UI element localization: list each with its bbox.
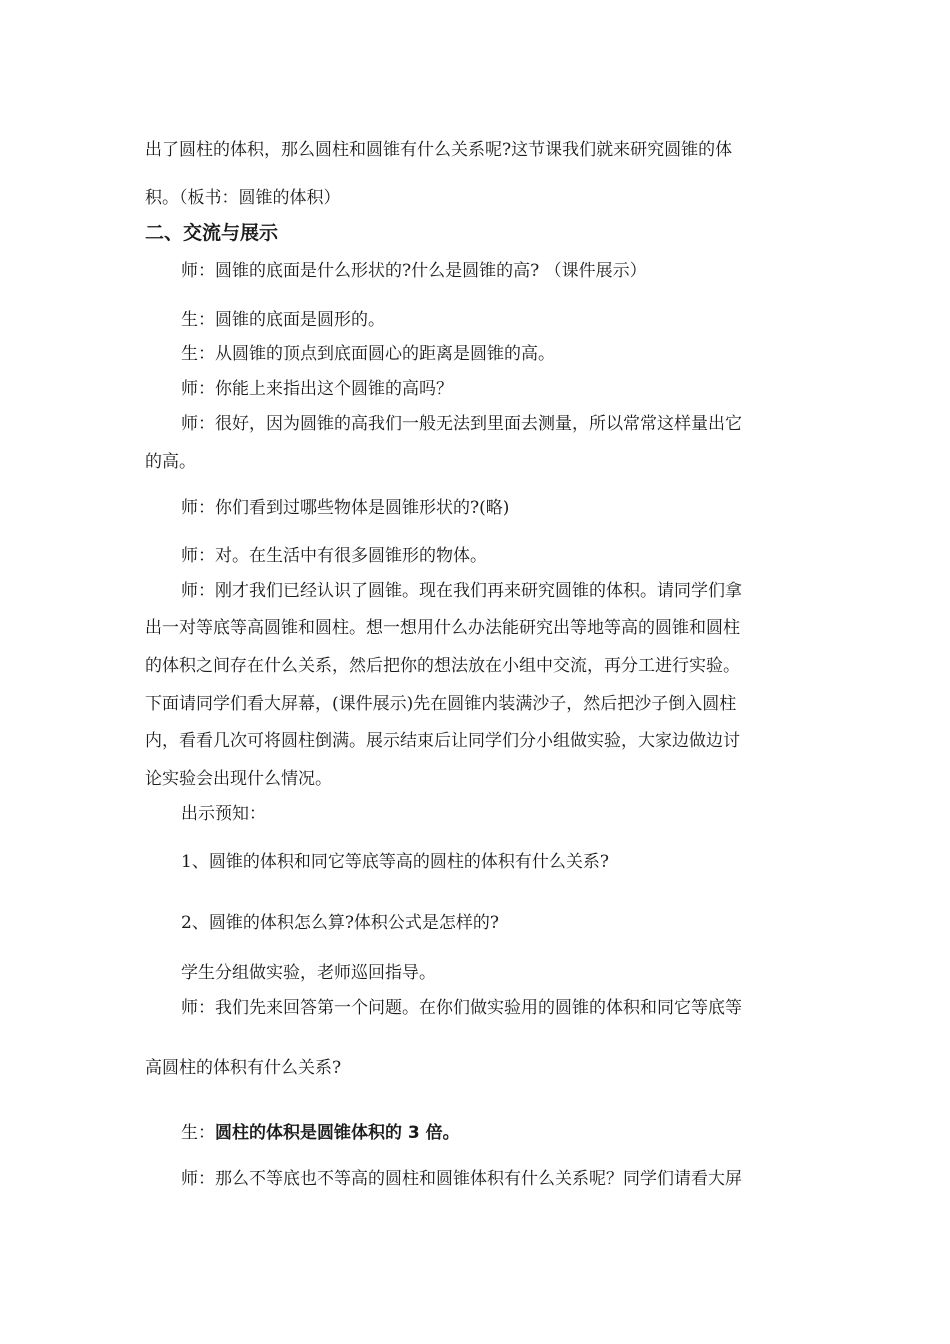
paragraph-line: 积。（板书：圆锥的体积） — [145, 188, 341, 208]
paragraph-line: 师：刚才我们已经认识了圆锥。现在我们再来研究圆锥的体积。请同学们拿 — [181, 581, 742, 601]
answer-line — [181, 1122, 460, 1144]
paragraph-line: 师：我们先来回答第一个问题。在你们做实验用的圆锥的体积和同它等底等 — [181, 998, 742, 1018]
paragraph-line: 师：圆锥的底面是什么形状的?什么是圆锥的高? （课件展示） — [181, 261, 647, 281]
paragraph-line: 师：很好，因为圆锥的高我们一般无法到里面去测量，所以常常这样量出它 — [181, 414, 742, 434]
paragraph-line: 生：从圆锥的顶点到底面圆心的距离是圆锥的高。 — [181, 344, 555, 364]
paragraph-line: 的高。 — [145, 452, 196, 472]
paragraph-line: 师：对。在生活中有很多圆锥形的物体。 — [181, 546, 487, 566]
paragraph-line: 师：你能上来指出这个圆锥的高吗？ — [181, 379, 453, 399]
bold-answer: 圆柱的体积是圆锥体积的 3 倍。 — [215, 1123, 460, 1143]
paragraph-line: 师：那么不等底也不等高的圆柱和圆锥体积有什么关系呢？同学们请看大屏 — [181, 1169, 742, 1189]
speaker-label: 生： — [181, 1123, 215, 1143]
paragraph-line: 生：圆锥的底面是圆形的。 — [181, 310, 385, 330]
paragraph-line: 的体积之间存在什么关系，然后把你的想法放在小组中交流，再分工进行实验。 — [145, 656, 740, 676]
paragraph-line: 师：你们看到过哪些物体是圆锥形状的?(略) — [181, 498, 510, 518]
paragraph-line: 学生分组做实验，老师巡回指导。 — [181, 963, 436, 983]
paragraph-line: 出示预知： — [181, 804, 266, 824]
paragraph-line: 下面请同学们看大屏幕，(课件展示)先在圆锥内装满沙子，然后把沙子倒入圆柱 — [145, 694, 737, 714]
paragraph-line: 高圆柱的体积有什么关系? — [145, 1058, 342, 1078]
paragraph-line: 内，看看几次可将圆柱倒满。展示结束后让同学们分小组做实验，大家边做边讨 — [145, 731, 740, 751]
paragraph-line: 论实验会出现什么情况。 — [145, 769, 332, 789]
section-heading: 二、交流与展示 — [145, 222, 279, 244]
list-item: 2、圆锥的体积怎么算?体积公式是怎样的? — [181, 913, 500, 933]
paragraph-line: 出了圆柱的体积，那么圆柱和圆锥有什么关系呢?这节课我们就来研究圆锥的体 — [145, 140, 733, 160]
paragraph-line: 出一对等底等高圆锥和圆柱。想一想用什么办法能研究出等地等高的圆锥和圆柱 — [145, 618, 740, 638]
list-item: 1、圆锥的体积和同它等底等高的圆柱的体积有什么关系? — [181, 852, 609, 872]
